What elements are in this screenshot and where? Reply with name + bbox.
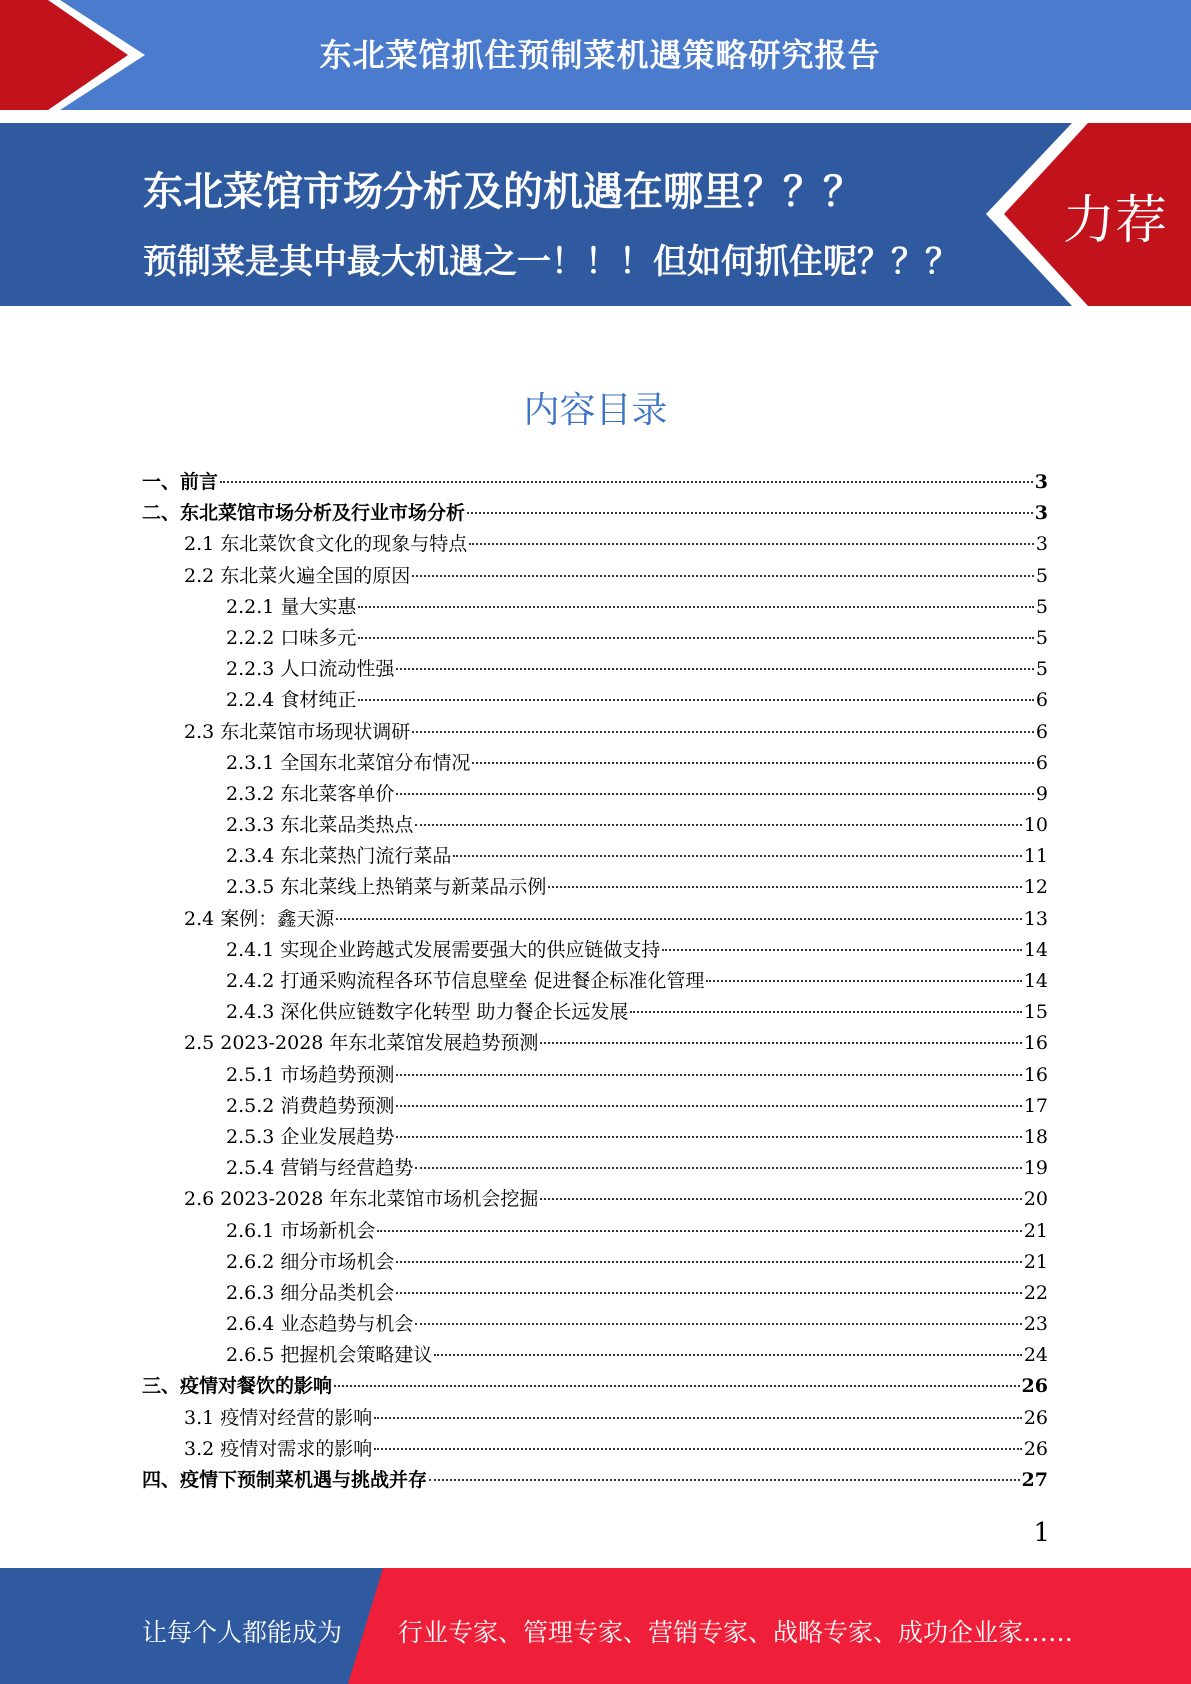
toc-entry[interactable]: [142, 904, 1048, 935]
toc-entry-label: 一、前言: [142, 471, 219, 493]
toc-entry[interactable]: [142, 841, 1048, 872]
toc-entry-label: 2.5.3 企业发展趋势: [226, 1125, 395, 1148]
toc-entry-label: 2.6.5 把握机会策略建议: [226, 1344, 433, 1367]
toc-entry-label: 2.3 东北菜馆市场现状调研: [184, 720, 411, 743]
headline-line-1: 东北菜馆市场分析及的机遇在哪里？？？: [143, 169, 863, 215]
toc-entry[interactable]: [142, 1060, 1048, 1091]
toc-entry-page: 5: [1035, 658, 1048, 681]
toc-entry[interactable]: [142, 592, 1048, 623]
toc-entry-page: 21: [1023, 1250, 1048, 1273]
toc-entry[interactable]: [142, 935, 1048, 966]
toc-entry[interactable]: [142, 1028, 1048, 1059]
toc-entry[interactable]: [142, 1403, 1048, 1434]
toc-entry-label: 2.3.2 东北菜客单价: [226, 782, 395, 805]
footer-slogan-right: 行业专家、管理专家、营销专家、战略专家、成功企业家……: [398, 1618, 1074, 1647]
toc-entry[interactable]: [142, 623, 1048, 654]
toc-entry-label: 2.6.3 细分品类机会: [226, 1281, 395, 1304]
toc-entry-label: 2.4.1 实现企业跨越式发展需要强大的供应链做支持: [226, 938, 661, 961]
toc-entry-label: 2.3.5 东北菜线上热销菜与新菜品示例: [226, 876, 547, 899]
toc-dot-leader: [358, 637, 1034, 639]
toc-entry[interactable]: [142, 810, 1048, 841]
toc-entry[interactable]: [142, 1465, 1048, 1496]
toc-entry[interactable]: [142, 561, 1048, 592]
toc-entry-page: 6: [1035, 751, 1048, 774]
toc-entry-page: 9: [1035, 782, 1048, 805]
toc-entry-label: 四、疫情下预制菜机遇与挑战并存: [142, 1469, 428, 1491]
toc-entry-label: 2.2.2 口味多元: [226, 626, 357, 649]
toc-entry[interactable]: [142, 654, 1048, 685]
toc-dot-leader: [374, 1448, 1022, 1450]
toc-entry-label: 二、东北菜馆市场分析及行业市场分析: [142, 502, 466, 525]
toc-dot-leader: [540, 1198, 1021, 1200]
toc-entry-page: 11: [1023, 845, 1048, 868]
toc-entry-page: 18: [1023, 1125, 1048, 1148]
page-number: 1: [1033, 1518, 1050, 1548]
toc-entry-page: 21: [1023, 1219, 1048, 1242]
toc-entry-label: 三、疫情对餐饮的影响: [142, 1375, 333, 1398]
toc-dot-leader: [396, 668, 1034, 670]
toc-entry[interactable]: [142, 872, 1048, 903]
toc-entry-page: 3: [1034, 471, 1048, 493]
toc-entry-page: 26: [1023, 1406, 1048, 1429]
toc-dot-leader: [467, 512, 1033, 514]
toc-entry[interactable]: [142, 1278, 1048, 1309]
toc-entry[interactable]: [142, 1309, 1048, 1340]
toc-entry-page: 16: [1023, 1063, 1048, 1086]
toc-entry-page: 3: [1034, 502, 1048, 525]
toc-dot-leader: [415, 1167, 1021, 1169]
toc-dot-leader: [396, 1136, 1021, 1138]
report-title: 东北菜馆抓住预制菜机遇策略研究报告: [319, 36, 881, 74]
toc-entry[interactable]: [142, 748, 1048, 779]
top-left-arrow-decoration: [0, 0, 150, 112]
toc-dot-leader: [415, 824, 1021, 826]
toc-entry[interactable]: [142, 498, 1048, 529]
toc-dot-leader: [469, 543, 1034, 545]
toc-entry-label: 2.3.1 全国东北菜馆分布情况: [226, 751, 471, 774]
toc-dot-leader: [220, 481, 1033, 483]
toc-dot-leader: [630, 1011, 1021, 1013]
toc-dot-leader: [415, 1323, 1021, 1325]
toc-entry[interactable]: [142, 685, 1048, 716]
toc-dot-leader: [336, 918, 1022, 920]
toc-entry-page: 19: [1023, 1157, 1048, 1180]
toc-entry-page: 14: [1023, 938, 1048, 961]
toc-entry-page: 20: [1023, 1188, 1048, 1211]
toc-entry-page: 5: [1035, 564, 1048, 587]
toc-entry-label: 2.5.2 消费趋势预测: [226, 1094, 395, 1117]
toc-entry-label: 2.1 东北菜饮食文化的现象与特点: [184, 533, 468, 556]
toc-entry-page: 5: [1035, 626, 1048, 649]
toc-dot-leader: [396, 793, 1034, 795]
toc-entry-label: 2.5 2023-2028 年东北菜馆发展趋势预测: [184, 1032, 539, 1055]
toc-entry-page: 12: [1023, 876, 1048, 899]
toc-entry-page: 13: [1023, 907, 1048, 930]
toc-entry-label: 2.2.1 量大实惠: [226, 595, 357, 618]
toc-dot-leader: [358, 699, 1034, 701]
toc-entry-label: 2.6.4 业态趋势与机会: [226, 1313, 414, 1336]
toc-dot-leader: [412, 575, 1034, 577]
toc-entry[interactable]: [142, 966, 1048, 997]
toc-entry[interactable]: [142, 1434, 1048, 1465]
toc-dot-leader: [396, 1261, 1021, 1263]
toc-entry[interactable]: [142, 779, 1048, 810]
toc-dot-leader: [706, 980, 1021, 982]
toc-entry[interactable]: [142, 1371, 1048, 1402]
toc-entry-label: 2.5.1 市场趋势预测: [226, 1063, 395, 1086]
toc-entry-page: 27: [1021, 1469, 1048, 1491]
headline-line-2: 预制菜是其中最大机遇之一！！！但如何抓住呢？？？: [143, 242, 959, 282]
toc-dot-leader: [358, 606, 1034, 608]
toc-entry-page: 17: [1023, 1094, 1048, 1117]
toc-dot-leader: [472, 762, 1034, 764]
toc-entry[interactable]: [142, 467, 1048, 498]
toc-entry[interactable]: [142, 717, 1048, 748]
toc-entry-label: 2.2 东北菜火遍全国的原因: [184, 564, 411, 587]
toc-dot-leader: [548, 886, 1021, 888]
toc-entry-page: 10: [1023, 814, 1048, 837]
toc-entry[interactable]: [142, 1216, 1048, 1247]
toc-entry-page: 6: [1035, 720, 1048, 743]
table-of-contents: [142, 467, 1048, 1496]
toc-dot-leader: [396, 1074, 1021, 1076]
toc-dot-leader: [540, 1042, 1021, 1044]
toc-entry-label: 2.4.2 打通采购流程各环节信息壁垒 促进餐企标准化管理: [226, 970, 705, 992]
footer-slogan-left: 让每个人都能成为: [142, 1618, 343, 1647]
toc-entry[interactable]: [142, 1153, 1048, 1184]
toc-entry-label: 2.2.3 人口流动性强: [226, 658, 395, 681]
toc-dot-leader: [374, 1417, 1022, 1419]
toc-entry[interactable]: [142, 997, 1048, 1028]
toc-entry-label: 3.1 疫情对经营的影响: [184, 1406, 373, 1429]
toc-entry-page: 5: [1035, 595, 1048, 618]
toc-entry-page: 15: [1023, 1001, 1048, 1024]
toc-dot-leader: [434, 1354, 1021, 1356]
toc-entry-page: 23: [1023, 1313, 1048, 1336]
toc-dot-leader: [412, 731, 1034, 733]
toc-dot-leader: [334, 1385, 1020, 1387]
toc-entry-label: 2.5.4 营销与经营趋势: [226, 1157, 414, 1180]
toc-entry-page: 6: [1035, 689, 1048, 712]
toc-entry[interactable]: [142, 1184, 1048, 1215]
toc-dot-leader: [662, 949, 1021, 951]
toc-dot-leader: [396, 1292, 1021, 1294]
toc-entry[interactable]: [142, 1340, 1048, 1371]
toc-entry-label: 2.6 2023-2028 年东北菜馆市场机会挖掘: [184, 1188, 539, 1211]
toc-entry-page: 24: [1023, 1344, 1048, 1367]
toc-entry-label: 2.3.4 东北菜热门流行菜品: [226, 845, 452, 868]
toc-entry-label: 2.6.2 细分市场机会: [226, 1250, 395, 1273]
toc-dot-leader: [453, 855, 1021, 857]
toc-entry[interactable]: [142, 1247, 1048, 1278]
toc-entry[interactable]: [142, 1122, 1048, 1153]
toc-entry-label: 2.4.3 深化供应链数字化转型 助力餐企长远发展: [226, 1001, 629, 1024]
toc-dot-leader: [429, 1479, 1020, 1481]
toc-entry-page: 14: [1023, 970, 1048, 992]
toc-entry[interactable]: [142, 1091, 1048, 1122]
toc-dot-leader: [396, 1105, 1021, 1107]
toc-entry-page: 3: [1035, 533, 1048, 556]
toc-entry-label: 2.6.1 市场新机会: [226, 1219, 376, 1242]
recommend-badge: 力荐: [1062, 191, 1167, 251]
toc-entry-page: 26: [1021, 1375, 1048, 1398]
toc-entry-label: 2.4 案例：鑫天源: [184, 907, 335, 930]
toc-entry-label: 2.2.4 食材纯正: [226, 689, 357, 712]
toc-dot-leader: [377, 1230, 1021, 1232]
toc-entry-label: 2.3.3 东北菜品类热点: [226, 814, 414, 837]
toc-entry-page: 26: [1023, 1437, 1048, 1460]
toc-entry[interactable]: [142, 529, 1048, 560]
toc-entry-page: 16: [1023, 1032, 1048, 1055]
toc-entry-label: 3.2 疫情对需求的影响: [184, 1437, 373, 1460]
toc-heading: 内容目录: [523, 390, 668, 431]
toc-entry-page: 22: [1023, 1281, 1048, 1304]
